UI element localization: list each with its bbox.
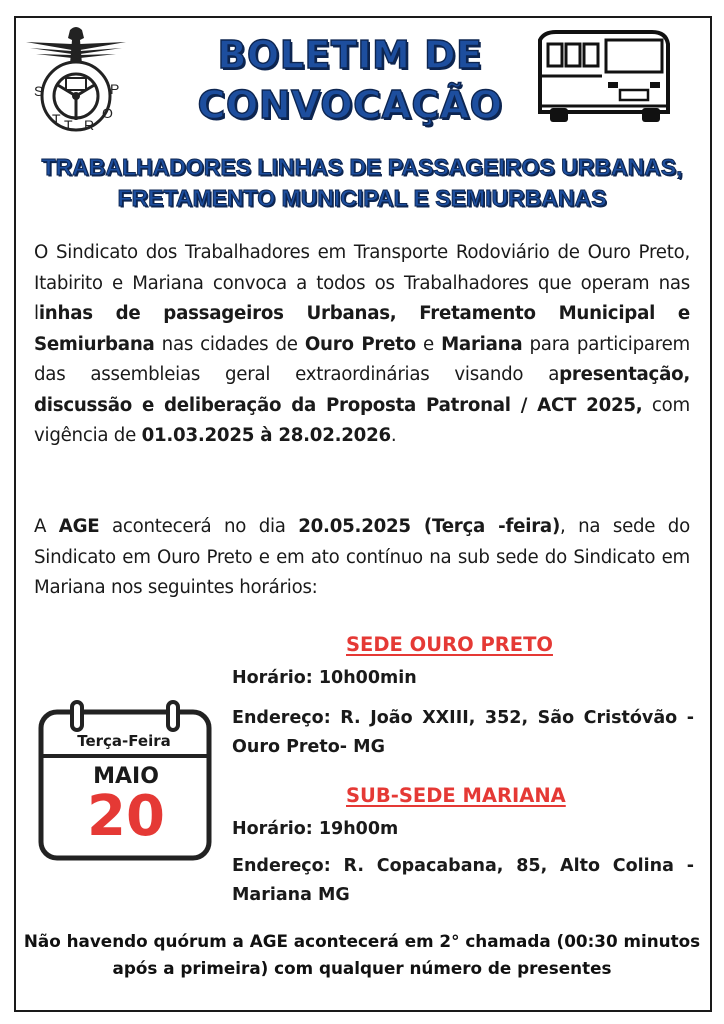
logo-letter: R xyxy=(84,117,95,133)
sub-sede-mariana-address: Endereço: R. Copacabana, 85, Alto Colina - Mariana MG xyxy=(232,856,694,905)
age-paragraph: A AGE acontecerá no dia 20.05.2025 (Terça -feira), na sede do Sindicato em Ouro Preto e em ato contínuo na sub sede do Sindicato em Mariana nos seguintes horários: xyxy=(34,516,690,598)
logo-letter: S xyxy=(34,83,44,99)
bus-icon xyxy=(534,28,674,128)
footer-note: Não havendo quórum a AGE acontecerá em 2° chamada (00:30 minutos após a primeira) com qualquer número de presentes xyxy=(23,931,701,978)
calendar-month: MAIO xyxy=(93,764,159,789)
sub-sede-mariana-heading: SUB-SEDE MARIANA xyxy=(346,784,566,807)
calendar-weekday: Terça-Feira xyxy=(77,732,171,750)
union-eagle-emblem-icon xyxy=(22,24,130,136)
calendar-day: 20 xyxy=(87,784,165,849)
sub-sede-mariana-time: Horário: 19h00m xyxy=(232,819,399,839)
logo-letter: P xyxy=(110,81,120,97)
page-title: BOLETIM DE CONVOCAÇÃO xyxy=(197,33,503,127)
logo-letter: T xyxy=(52,111,61,127)
logo-letter: O xyxy=(102,105,113,121)
sede-ouro-preto-address: Endereço: R. João XXIII, 352, São Cristóvão - Ouro Preto- MG xyxy=(232,708,694,757)
convocation-paragraph: O Sindicato dos Trabalhadores em Transporte Rodoviário de Ouro Preto, Itabirito e Mariana convoca a todos os Trabalhadores que operam nas linhas de passageiros Urbanas, Fretamento Municipal e Semiurbana nas cidades de Ouro Preto e Mariana para participarem das assembleias geral extraordinárias visando apresentação, discussão e deliberação da Proposta Patronal / ACT 2025, com vigência de 01.03.2025 à 28.02.2026. xyxy=(34,242,690,446)
sede-ouro-preto-heading: SEDE OURO PRETO xyxy=(346,633,553,656)
logo-letter: T xyxy=(64,117,73,133)
subtitle: TRABALHADORES LINHAS DE PASSAGEIROS URBANAS, FRETAMENTO MUNICIPAL E SEMIURBANAS xyxy=(41,154,683,211)
sede-ouro-preto-time: Horário: 10h00min xyxy=(232,668,417,688)
